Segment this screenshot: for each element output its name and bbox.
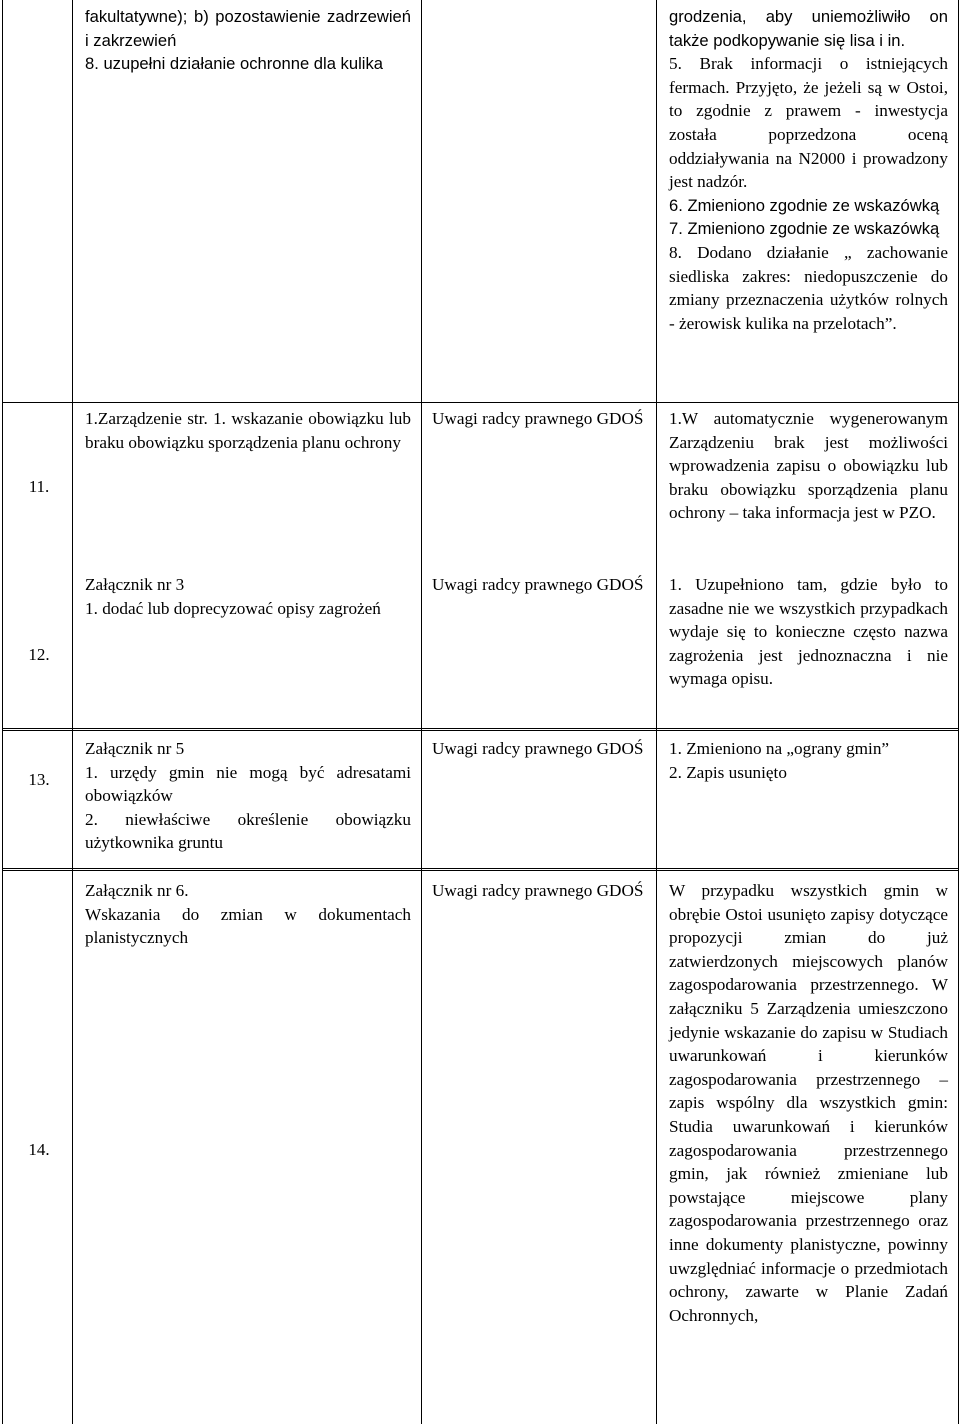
table-row-divider bbox=[2, 870, 959, 871]
paragraph: 6. Zmieniono zgodnie ze wskazówką bbox=[669, 195, 940, 215]
source-cell bbox=[432, 737, 646, 761]
paragraph: 2. niewłaściwe określenie obowiązku użytkownika gruntu bbox=[85, 809, 411, 853]
table-border-col2 bbox=[421, 0, 422, 1424]
paragraph: Wskazania do zmian w dokumentach planistycznych bbox=[85, 904, 411, 948]
paragraph: Załącznik nr 6. bbox=[85, 881, 189, 900]
paragraph: 8. uzupełni działanie ochronne dla kulika bbox=[85, 54, 383, 74]
response-cell bbox=[669, 879, 948, 1327]
paragraph: grodzenia, aby uniemożliwiło on także podkopywanie się lisa i in. bbox=[669, 7, 948, 50]
paragraph: 8. Dodano działanie „ zachowanie siedliska zakres: niedopuszczenie do zmiany przeznaczenia użytków rolnych - żerowisk kulika na przelotach”. bbox=[669, 242, 948, 333]
comment-cell bbox=[85, 407, 411, 454]
row-number: 12. bbox=[28, 645, 50, 664]
paragraph: 1. urzędy gmin nie mogą być adresatami obowiązków bbox=[85, 762, 411, 806]
paragraph: Uwagi radcy prawnego GDOŚ bbox=[432, 881, 644, 900]
paragraph: 2. Zapis usunięto bbox=[669, 762, 787, 782]
row-number: 14. bbox=[28, 1140, 50, 1159]
table-row-divider bbox=[2, 402, 959, 403]
comment-cell bbox=[85, 737, 411, 855]
table-border-col1 bbox=[72, 0, 73, 1424]
comment-cell bbox=[85, 573, 411, 620]
paragraph: Uwagi radcy prawnego GDOŚ bbox=[432, 575, 644, 594]
row-number: 11. bbox=[28, 477, 50, 496]
continuation-comment-cell bbox=[85, 5, 411, 76]
response-cell bbox=[669, 573, 948, 691]
paragraph: W przypadku wszystkich gmin w obrębie Ostoi usunięto zapisy dotyczące propozycji zmian do już zatwierdzonych miejscowych planów zagospodarowania przestrzennego. W załączniku 5 Zarządzenia umieszczono jedynie wskazanie do zapisu w Studiach uwarunkowań i kierunków zagospodarowania przestrzennego – zapis wspólny dla wszystkich gmin: Studia uwarunkowań i kierunków zagospodarowania przestrzennego gmin, jak również zmieniane lub powstające miejscowe plany zagospodarowania przestrzennego oraz inne dokumenty planistyczne, powinny uwzględniać informacje o przedmiotach ochrony, zawarte w Planie Zadań Ochronnych, bbox=[669, 881, 948, 1325]
paragraph: 5. Brak informacji o istniejących fermach. Przyjęto, że jeżeli są w Ostoi, to zgodnie z prawem - inwestycja została poprzedzona oceną oddziaływania na N2000 i prowadzony jest nadzór. bbox=[669, 54, 948, 192]
paragraph: 1.Zarządzenie str. 1. wskazanie obowiązku lub braku obowiązku sporządzenia planu ochrony bbox=[85, 409, 411, 452]
source-cell bbox=[432, 573, 646, 597]
paragraph: 1. Uzupełniono tam, gdzie było to zasadne nie we wszystkich przypadkach wydaje się to konieczne często nazwa zagrożenia jest jednoznaczna i nie wymaga opisu. bbox=[669, 575, 948, 689]
table-border-right bbox=[958, 0, 959, 1424]
paragraph: 1.W automatycznie wygenerowanym Zarządzeniu brak jest możliwości wprowadzenia zapisu o obowiązku lub braku obowiązku sporządzenia planu ochrony – taka informacja jest w PZO. bbox=[669, 409, 948, 523]
paragraph: Załącznik nr 5 bbox=[85, 739, 185, 758]
table-row-divider bbox=[2, 728, 959, 729]
source-cell bbox=[432, 879, 646, 903]
table-row-divider bbox=[2, 730, 959, 731]
continuation-response-cell bbox=[669, 5, 948, 335]
comment-cell bbox=[85, 879, 411, 950]
response-cell bbox=[669, 407, 948, 525]
table-border-left bbox=[2, 0, 3, 1424]
paragraph: 7. Zmieniono zgodnie ze wskazówką bbox=[669, 219, 940, 239]
paragraph: Uwagi radcy prawnego GDOŚ bbox=[432, 409, 644, 428]
table-border-col3 bbox=[656, 0, 657, 1424]
paragraph: 1. dodać lub doprecyzować opisy zagrożeń bbox=[85, 598, 381, 618]
table-row-divider bbox=[2, 868, 959, 869]
paragraph: Załącznik nr 3 bbox=[85, 575, 185, 594]
source-cell bbox=[432, 407, 646, 431]
response-cell bbox=[669, 737, 948, 784]
row-number: 13. bbox=[28, 770, 50, 789]
paragraph: Uwagi radcy prawnego GDOŚ bbox=[432, 739, 644, 758]
paragraph: 1. Zmieniono na „ograny gmin” bbox=[669, 739, 890, 758]
paragraph: fakultatywne); b) pozostawienie zadrzewień i zakrzewień bbox=[85, 7, 411, 50]
